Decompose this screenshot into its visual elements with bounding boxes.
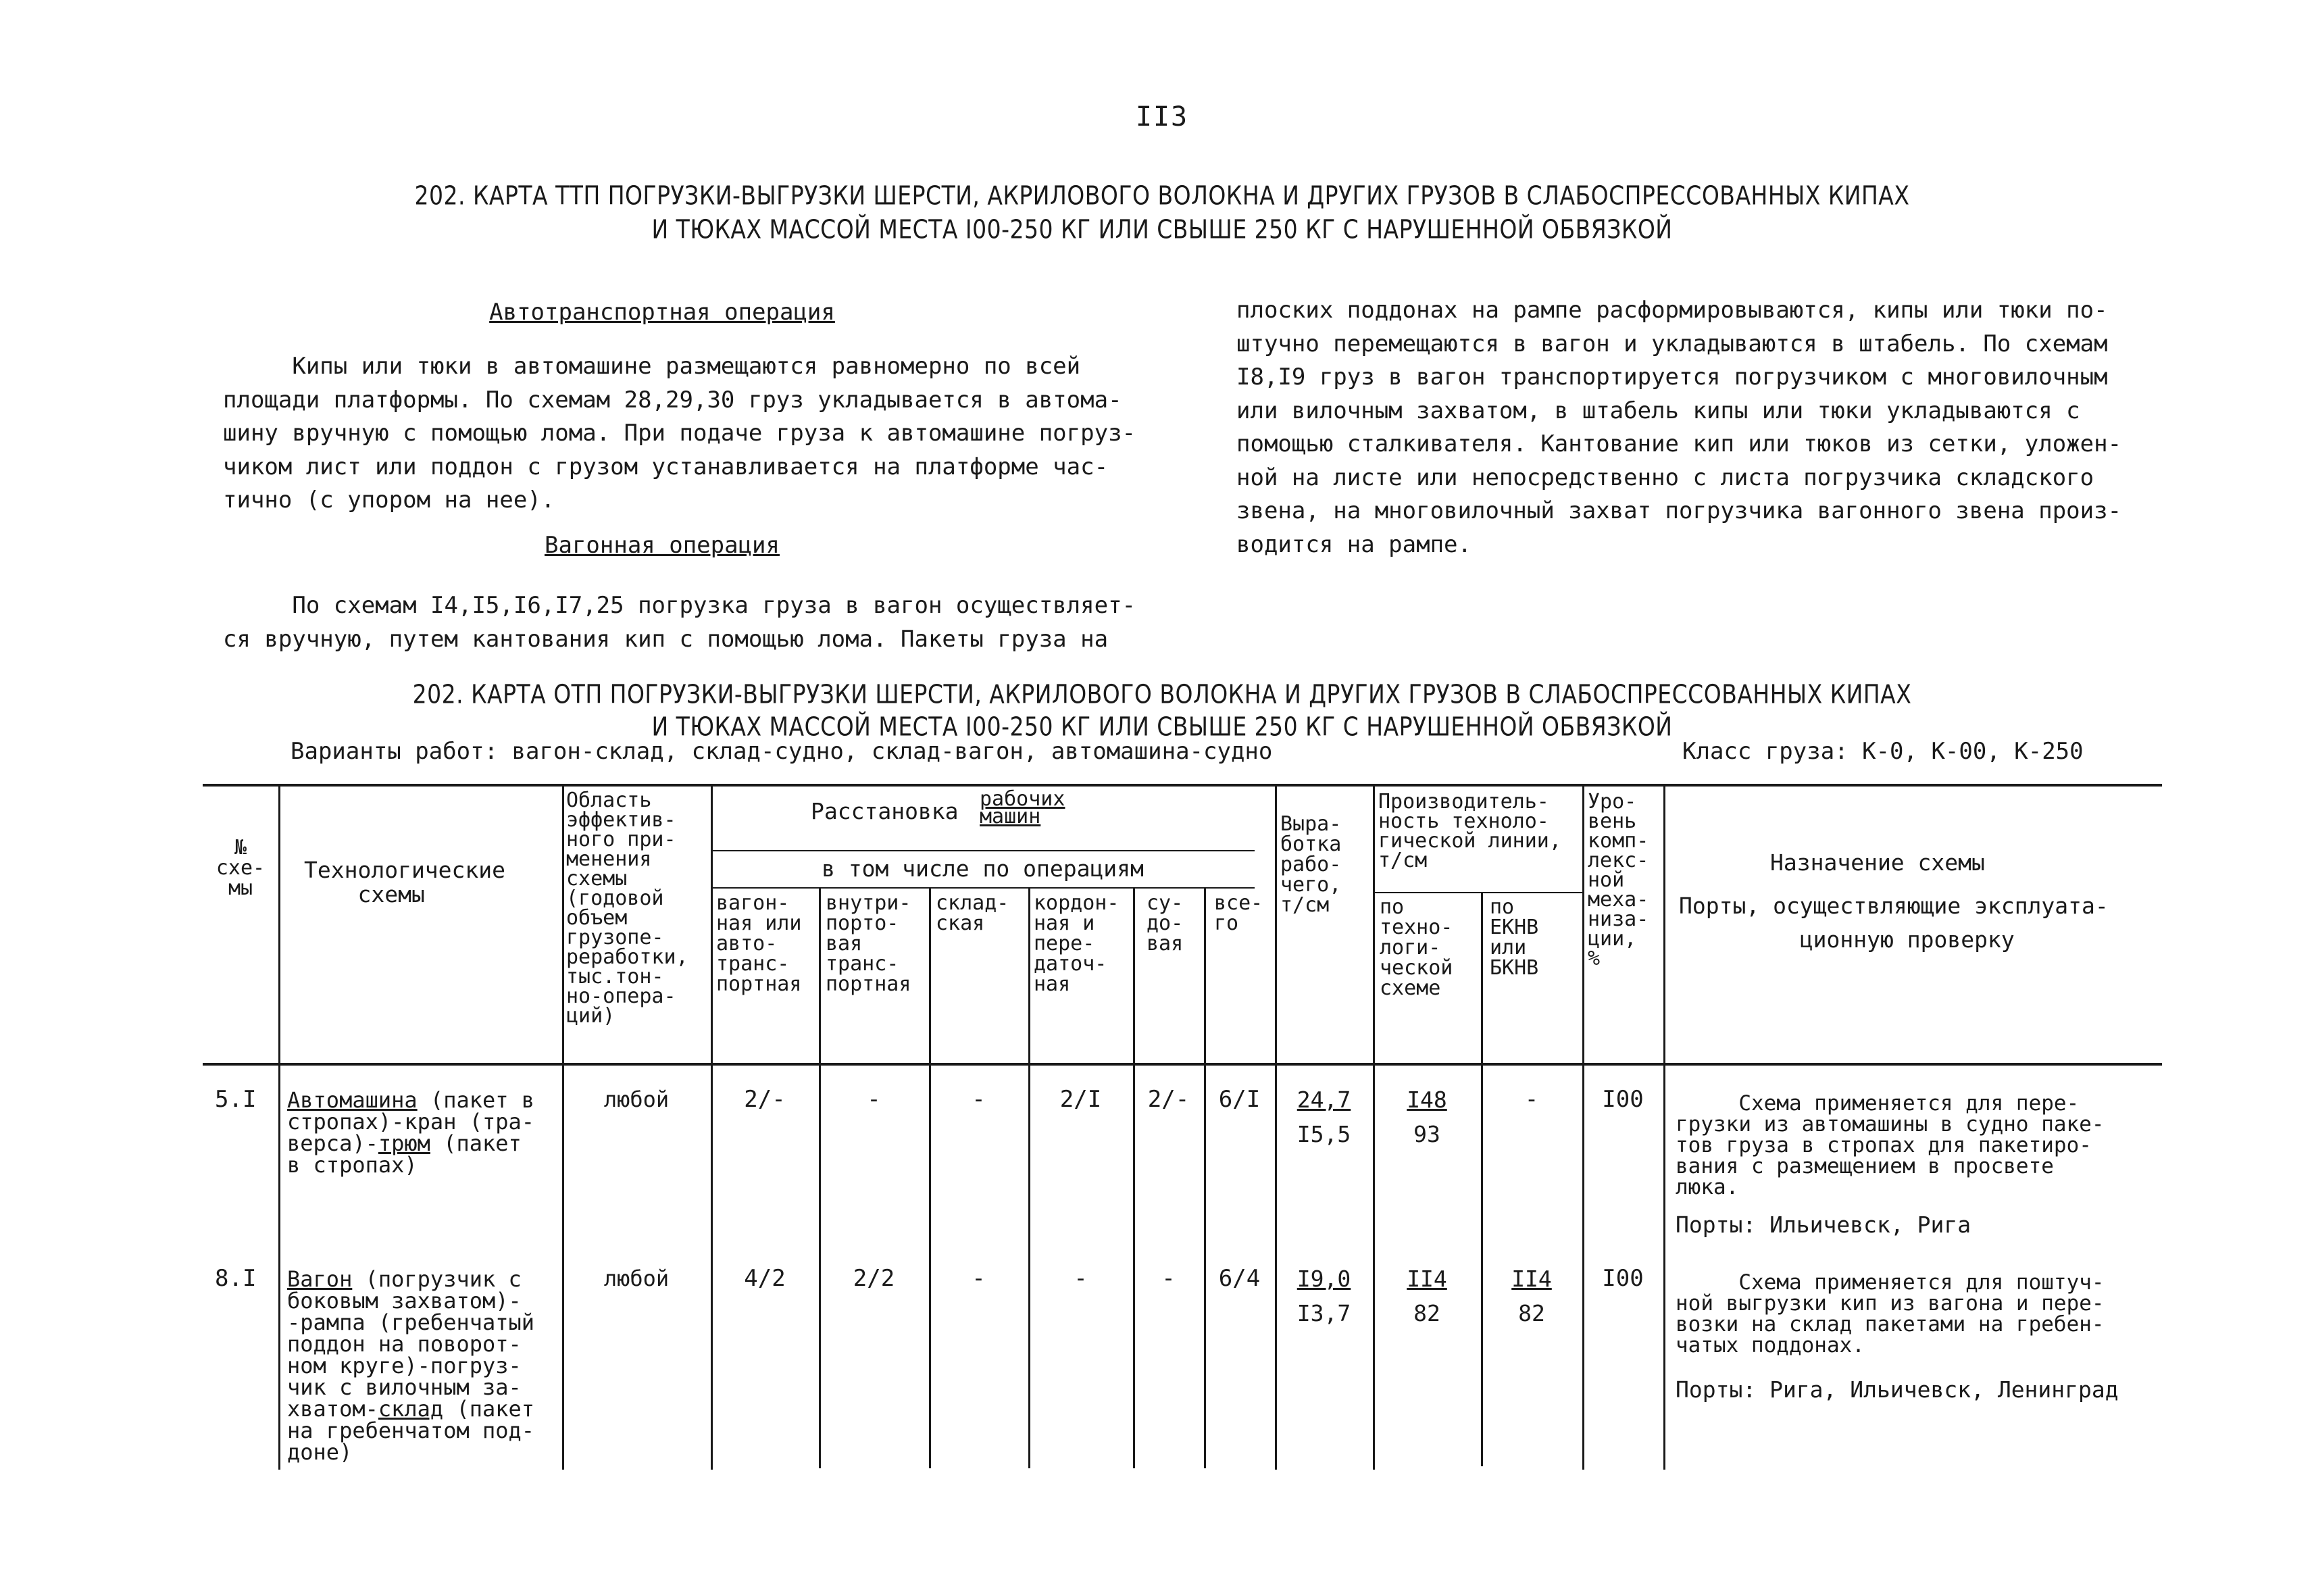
row-prod-by-ekn: [1481, 1266, 1582, 1326]
row-application-area: любой: [603, 1087, 670, 1112]
row-purpose: Схема применяется для пере- грузки из автомашины в судно пакe- тов груза в стропах для пакетиро- вания с размещением в просвете люка.: [1676, 1091, 2105, 1199]
row-op-warehouse: -: [972, 1086, 986, 1113]
col-divider: [711, 784, 713, 1470]
auto-operation-heading: Автотранспортная операция: [489, 299, 835, 326]
scheme-end-point: склад: [378, 1396, 444, 1422]
scheme-end-point: трюм: [378, 1130, 430, 1156]
header-op-wagon: вагон- ная или авто- транс- портная: [716, 891, 802, 996]
row-op-ship: 2/-: [1147, 1086, 1190, 1113]
scheme-start-point: Автомашина: [287, 1087, 418, 1113]
scheme-start-point: Вагон: [287, 1266, 353, 1292]
row-prod-by-ekn: -: [1524, 1086, 1539, 1113]
prod-ekn-value: II4: [1511, 1266, 1552, 1292]
output-per-shift-ekn: I3,7: [1297, 1300, 1351, 1326]
col-divider: [1028, 887, 1030, 1468]
header-productivity: Производитель- ность техноло- гической линии, т/см: [1378, 790, 1561, 872]
otp-title-line1: 202. КАРТА ОТП ПОГРУЗКИ-ВЫГРУЗКИ ШЕРСТИ, АКРИЛОВОГО ВОЛОКНА И ДРУГИХ ГРУЗОВ В СЛАБОСПРЕССОВАННЫХ КИПАХ: [412, 679, 1912, 709]
row-scheme-description: [287, 1268, 557, 1463]
row-application-area: любой: [603, 1266, 670, 1291]
auto-operation-text: Кипы или тюки в автомашине размещаются равномерно по всей площади платформы. По схемам 28,29,30 груз укладывается в автома- шину вручную с помощью лома. При подаче груза к автомашине погруз- чиком лист или поддон с грузом устанавливается на платформе час- тично (с упором на нее).: [223, 353, 1136, 514]
table-top-rule: [203, 784, 2162, 787]
wagon-operation-heading: Вагонная операция: [545, 532, 780, 559]
row-op-internal: -: [867, 1086, 881, 1113]
header-op-cordon: кордон- ная и пере- даточ- ная: [1034, 891, 1120, 996]
row-op-wagon: 2/-: [744, 1086, 786, 1113]
header-technological-schemes: Технологические схемы: [304, 857, 506, 907]
header-prod-by-scheme: по техно- логи- ческой схеме: [1380, 895, 1453, 1000]
col-divider: [562, 784, 564, 1470]
wagon-operation-text: По схемам I4,I5,I6,I7,25 погрузка груза в вагон осуществляет- ся вручную, путем кантования кип с помощью лома. Пакеты груза на: [223, 592, 1136, 653]
row-ports: Порты: Ильичевск, Рига: [1676, 1212, 1971, 1238]
row-mechanization: I00: [1602, 1265, 1644, 1292]
header-application-area: Область эффектив- ного при- менения схемы (годовой объем грузопе- реработки, тыс.тон- но-опера- ций): [566, 789, 688, 1028]
col-divider: [1663, 784, 1665, 1470]
header-prod-by-ekn: по ЕКНВ или БКНВ: [1490, 895, 1539, 980]
scheme-middle: (погрузчик с боковым захватом)- -рампа (гребенчатый поддон на поворот- ном круге)-погруз- чик с вилочным за- хватом-: [287, 1266, 535, 1422]
col-divider: [1481, 892, 1483, 1466]
header-placement: Расстановка: [811, 798, 959, 824]
header-output: Выра- ботка рабо- чего, т/см: [1280, 812, 1342, 917]
header-mechanization: Уро- вень комп- лекс- ной меха- низа- ции, %: [1588, 790, 1649, 970]
card-title-line2: И ТЮКАХ МАССОЙ МЕСТА I00-250 КГ ИЛИ СВЫШЕ 250 КГ С НАРУШЕННОЙ ОБВЯЗКОЙ: [651, 214, 1673, 245]
output-per-shift: 24,7: [1297, 1087, 1351, 1113]
productivity-rule: [1373, 892, 1582, 893]
scheme-middle: (пакет в стропах)-кран (тра- верса)-: [287, 1087, 535, 1156]
incl-operations-rule: [711, 850, 1255, 851]
card-title-line1: 202. КАРТА ТТП ПОГРУЗКИ-ВЫГРУЗКИ ШЕРСТИ, АКРИЛОВОГО ВОЛОКНА И ДРУГИХ ГРУЗОВ В СЛАБОСПРЕССОВАННЫХ КИПАХ: [414, 180, 1910, 211]
work-variants: Варианты работ: вагон-склад, склад-судно, склад-вагон, автомашина-судно: [291, 738, 1273, 765]
row-mechanization: I00: [1602, 1086, 1644, 1113]
header-including-operations: в том числе по операциям: [822, 855, 1144, 882]
header-placement-machines: рабочих машин: [980, 787, 1065, 828]
row-ports: Порты: Рига, Ильичевск, Ленинград: [1676, 1376, 2119, 1403]
header-op-warehouse: склад- ская: [936, 891, 1009, 935]
row-op-wagon: 4/2: [744, 1265, 786, 1292]
output-per-shift: I9,0: [1297, 1266, 1351, 1292]
wagon-operation-continued: плоских поддонах на рампе расформировываются, кипы или тюки по- штучно перемещаются в вагон и укладываются в штабель. По схемам I8,I9 груз в вагон транспортируется погрузчиком с многовилочным или вилочным захватом, в штабель кипы или тюки укладываются с помощью сталкивателя. Кантование кип или тюков из сетки, уложен- ной на листе или непосредственно с листа погрузчика складского звена, на многовилочный захват погрузчика вагонного звена произ- водится на рампе.: [1236, 297, 2122, 558]
col-divider: [819, 887, 821, 1468]
header-op-total: все- го: [1214, 891, 1263, 935]
col-divider: [1582, 784, 1584, 1470]
prod-scheme-value: II4: [1407, 1266, 1447, 1292]
row-output: [1275, 1266, 1373, 1326]
row-op-cordon: 2/I: [1059, 1086, 1102, 1113]
cargo-class: Класс груза: К-0, К-00, К-250: [1682, 738, 2084, 765]
row-purpose: Схема применяется для поштуч- ной выгрузки кип из вагона и пере- возки на склад пакетами на гребен- чатых поддонах.: [1676, 1270, 2105, 1357]
row-scheme-number: 8.I: [215, 1265, 257, 1292]
row-output: [1275, 1087, 1373, 1147]
prod-scheme-value-ekn: 82: [1413, 1300, 1440, 1326]
col-divider: [278, 784, 280, 1470]
col-divider: [929, 887, 931, 1468]
operations-rule: [711, 887, 1255, 889]
header-ports: Порты, осуществляющие эксплуата- ционную проверку: [1679, 893, 2109, 953]
row-op-warehouse: -: [972, 1265, 986, 1292]
header-purpose: Назначение схемы: [1770, 849, 1985, 876]
col-divider: [1133, 887, 1135, 1468]
row-op-total: 6/4: [1218, 1265, 1261, 1292]
header-op-internal: внутри- порто- вая транс- портная: [826, 891, 911, 996]
header-op-ship: су- до- вая: [1147, 891, 1184, 955]
row-prod-by-scheme: [1373, 1266, 1481, 1326]
row-op-internal: 2/2: [853, 1265, 895, 1292]
col-divider: [1204, 887, 1206, 1468]
scheme-tail: (пакет в стропах): [287, 1130, 522, 1178]
prod-scheme-value: I48: [1407, 1087, 1447, 1113]
output-per-shift-ekn: I5,5: [1297, 1121, 1351, 1147]
otp-title-line2: И ТЮКАХ МАССОЙ МЕСТА I00-250 КГ ИЛИ СВЫШЕ 250 КГ С НАРУШЕННОЙ ОБВЯЗКОЙ: [651, 712, 1673, 742]
scheme-tail: (пакет на гребенчатом под- доне): [287, 1396, 535, 1465]
prod-ekn-value-alt: 82: [1518, 1300, 1545, 1326]
header-bottom-rule: [203, 1063, 2162, 1066]
row-scheme-number: 5.I: [215, 1086, 257, 1113]
prod-scheme-value-ekn: 93: [1413, 1121, 1440, 1147]
row-op-ship: -: [1161, 1265, 1176, 1292]
row-op-total: 6/I: [1218, 1086, 1261, 1113]
header-scheme-number: № схе- мы: [216, 836, 266, 900]
row-prod-by-scheme: [1373, 1087, 1481, 1147]
row-op-cordon: -: [1074, 1265, 1088, 1292]
row-scheme-description: [287, 1089, 557, 1176]
page-number: II3: [1135, 101, 1189, 132]
